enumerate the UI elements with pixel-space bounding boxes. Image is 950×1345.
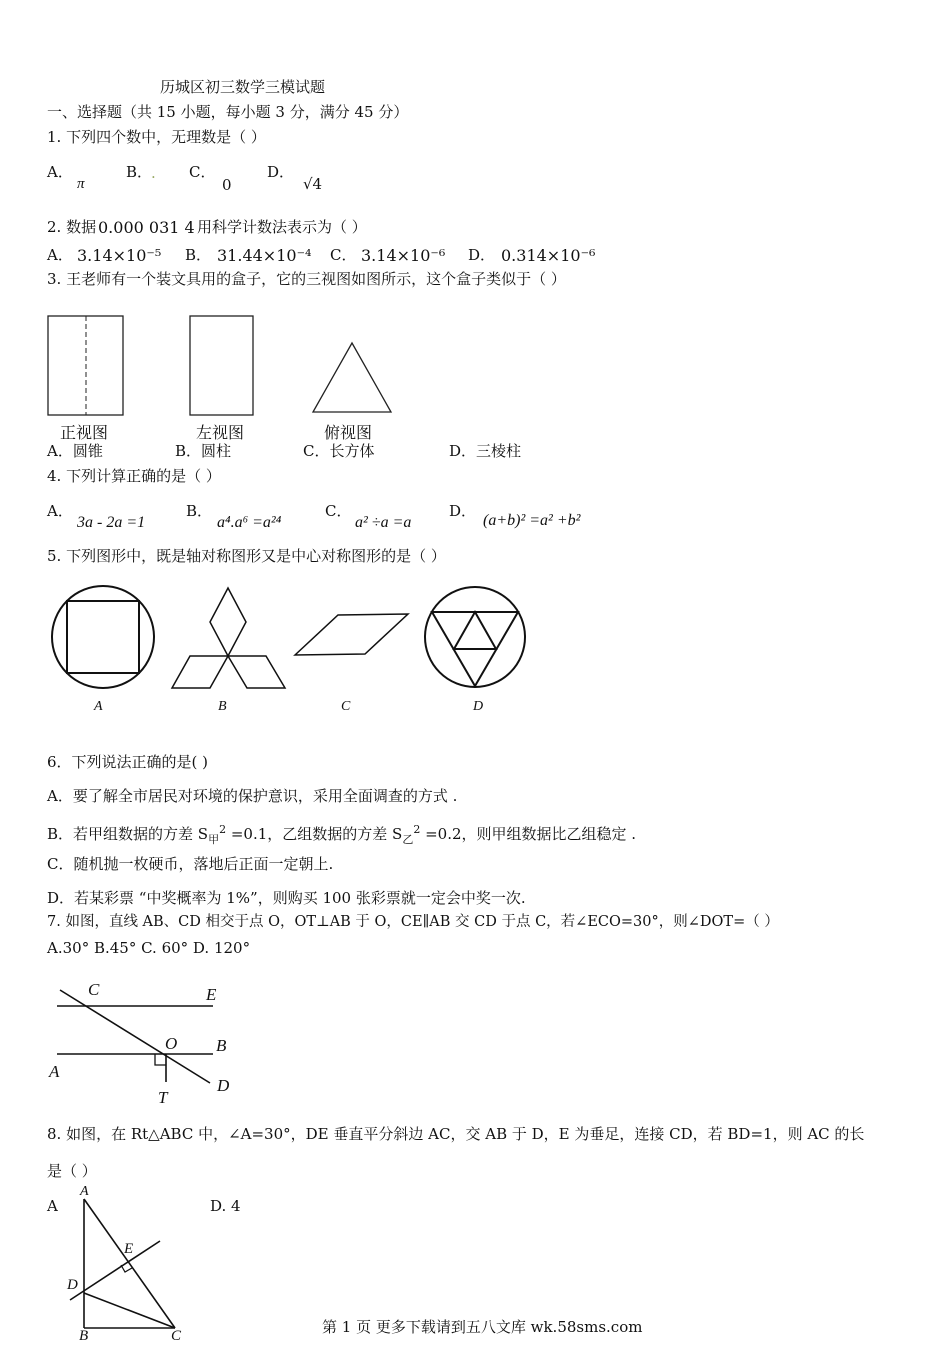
q7-options: A.30° B.45° C. 60° D. 120°	[47, 939, 251, 957]
top-view-label: 俯视图	[324, 425, 373, 442]
left-view-label: 左视图	[196, 425, 245, 442]
q2-number: 0.000 031 4	[98, 218, 195, 237]
q7-label-c: C	[88, 980, 100, 999]
q1-option-d: D．	[267, 163, 295, 181]
q3-option-c: C．长方体	[303, 442, 375, 460]
page-title: 历城区初三数学三模试题	[160, 78, 326, 96]
q6-option-a: A．要了解全市居民对环境的保护意识，采用全面调查的方式 .	[47, 787, 458, 805]
shape-d-label: D	[473, 699, 484, 714]
q3-option-b: B．圆柱	[175, 442, 232, 460]
q1-option-b: B．	[126, 163, 153, 181]
q1-stem: 1. 下列四个数中，无理数是（ ）	[47, 128, 266, 146]
q6-b-sub-jia: 甲	[208, 833, 220, 846]
q8-label-c: C	[171, 1328, 182, 1344]
q1-option-d-value: √4	[303, 175, 323, 193]
q6-stem: 6．下列说法正确的是( )	[47, 753, 209, 771]
q2-option-d-value: 0.314×10⁻⁶	[501, 246, 596, 265]
q1-option-a: A．	[47, 163, 73, 181]
q6-b-text-1: B．若甲组数据的方差 S	[47, 825, 209, 843]
q4-option-d-value: (a+b)² =a² +b²	[483, 512, 581, 529]
side-ac	[84, 1199, 175, 1328]
q1-option-c-value: 0	[222, 176, 232, 194]
q3-stem: 3. 王老师有一个装文具用的盒子，它的三视图如图所示，这个盒子类似于（ ）	[47, 270, 566, 288]
q4-option-a-value: 3a - 2a =1	[77, 514, 146, 531]
q7-label-d: D	[217, 1076, 230, 1095]
page-footer: 第 1 页 更多下载请到五八文库 wk.58sms.com	[322, 1318, 643, 1336]
shape-a-label: A	[94, 699, 103, 714]
q4-option-c-value: a² ÷a =a	[355, 514, 412, 531]
q2-option-d: D．	[468, 246, 496, 264]
q2-stem-prefix: 2. 数据	[47, 218, 97, 236]
q2-option-c: C．	[330, 246, 357, 264]
q4-option-d: D．	[449, 502, 477, 520]
q8-label-d: D	[67, 1277, 78, 1293]
q6-b-sup-2: 2	[413, 823, 421, 836]
q7-label-t: T	[158, 1088, 168, 1107]
q7-stem: 7. 如图，直线 AB、CD 相交于点 O，OT⊥AB 于 O，CE∥AB 交 CD 于点 C，若∠ECO=30°，则∠DOT=（ ）	[47, 914, 779, 930]
q8-option-d: D. 4	[210, 1197, 241, 1215]
q2-option-a: A．	[47, 246, 73, 264]
q6-b-text-2: =0.1，乙组数据的方差 S	[226, 825, 403, 843]
q1-option-c: C．	[189, 163, 216, 181]
q4-stem: 4. 下列计算正确的是（ ）	[47, 467, 221, 485]
q8-stem-line2: 是（ ）	[47, 1162, 97, 1180]
q2-option-a-value: 3.14×10⁻⁵	[77, 246, 162, 265]
q4-option-a: A．	[47, 502, 73, 520]
q6-b-sup-1: 2	[219, 823, 227, 836]
q1-option-a-value: π	[77, 176, 85, 192]
q6-b-sub-yi: 乙	[402, 833, 414, 846]
q7-label-e: E	[206, 985, 217, 1004]
q2-stem-suffix: 用科学计数法表示为（ ）	[197, 218, 367, 236]
q2-option-b-value: 31.44×10⁻⁴	[217, 246, 312, 265]
q4-option-b-value: a⁴.a⁶ =a²⁴	[217, 514, 282, 531]
q6-b-text-3: =0.2，则甲组数据比乙组稳定 .	[420, 825, 637, 843]
section-heading: 一、选择题（共 15 小题，每小题 3 分，满分 45 分）	[47, 103, 409, 121]
q3-option-d: D．三棱柱	[449, 442, 522, 460]
q8-label-a: A	[80, 1184, 89, 1199]
q6-option-d: D．若某彩票 “中奖概率为 1%”，则购买 100 张彩票就一定会中奖一次.	[47, 889, 526, 907]
segment-cd	[84, 1293, 175, 1328]
shape-c-label: C	[341, 699, 351, 714]
q8-option-a: A	[47, 1197, 58, 1215]
q3-option-a: A．圆锥	[47, 442, 103, 460]
shape-b-label: B	[218, 699, 227, 714]
q1-option-b-value: .	[151, 164, 156, 182]
q2-option-b: B．	[185, 246, 212, 264]
q8-label-b: B	[79, 1328, 89, 1344]
q5-stem: 5. 下列图形中，既是轴对称图形又是中心对称图形的是（ ）	[47, 547, 446, 565]
q4-option-c: C．	[325, 502, 352, 520]
q7-label-a: A	[49, 1062, 60, 1081]
q8-stem-line1: 8. 如图，在 Rt△ABC 中，∠A=30°，DE 垂直平分斜边 AC，交 AB 于 D，E 为垂足，连接 CD，若 BD=1，则 AC 的长	[47, 1125, 865, 1143]
q8-label-e: E	[124, 1241, 134, 1257]
q6-option-c: C．随机抛一枚硬币，落地后正面一定朝上.	[47, 855, 334, 873]
q7-label-b: B	[216, 1036, 227, 1055]
front-view-label: 正视图	[60, 425, 109, 442]
q7-label-o: O	[165, 1034, 178, 1053]
q2-option-c-value: 3.14×10⁻⁶	[361, 246, 446, 265]
q4-option-b: B．	[186, 502, 213, 520]
